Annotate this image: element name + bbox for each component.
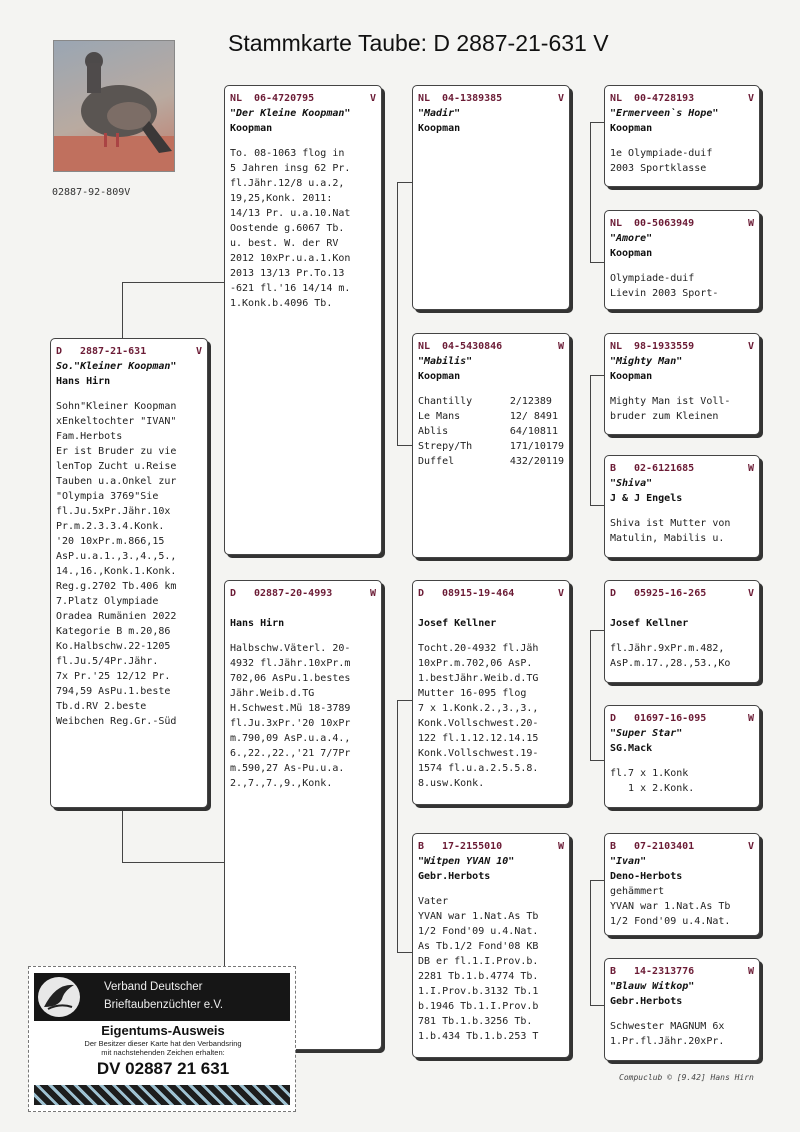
pigeon-info: Halbschw.Väterl. 20- 4932 fl.Jähr.10xPr.m 702,06 AsPu.1.bestes Jähr.Weib.d.TG H.Schwest.Mü 18-3789 fl.Ju.3xPr.'20 10xPr m.790,09 AsP.u.a.4., 6.,22.,22.,'21 7/7Pr m.590,27 As-Pu.u.a. 2.,7.,7.,9.,Konk.	[230, 643, 351, 789]
card-father-mother: NL 04-5430846 W "Mabilis" Koopman Chantilly 2/12389 Le Mans 12/ 8491 Ablis 64/10811 Strepy/Th 171/10179 Duffel 432/20119	[412, 333, 570, 558]
card-mother: D 02887-20-4993 W Hans Hirn Halbschw.Väterl. 20- 4932 fl.Jähr.10xPr.m 702,06 AsPu.1.bestes Jähr.Weib.d.TG H.Schwest.Mü 18-3789 fl.Ju.3xPr.'20 10xPr m.790,09 AsP.u.a.4., 6.,22.,22.,'21 7/7Pr m.590,27 As-Pu.u.a. 2.,7.,7.,9.,Konk.	[224, 580, 382, 1050]
pigeon-name: "Der Kleine Koopman"	[230, 108, 351, 119]
card-mmf: B 07-2103401 V "Ivan" Deno-Herbots gehämmert YVAN war 1.Nat.As Tb 1/2 Fond'09 u.4.Nat.	[604, 833, 760, 936]
org-name-line2: Brieftaubenzüchter e.V.	[104, 999, 224, 1011]
pigeon-owner: Gebr.Herbots	[610, 996, 683, 1007]
decorative-band	[34, 1085, 290, 1105]
id-card-header	[34, 973, 290, 1021]
page-title: Stammkarte Taube: D 2887-21-631 V	[228, 30, 609, 56]
pigeon-name: "Mabilis"	[418, 356, 473, 367]
id-card-subtitle: Der Besitzer dieser Karte hat den Verbandsring mit nachstehenden Zeichen erhalten:	[84, 1039, 242, 1057]
pigeon-name: "Ivan"	[610, 856, 647, 867]
id-card-title: Eigentums-Ausweis	[101, 1023, 225, 1038]
pigeon-name: "Mighty Man"	[610, 356, 683, 367]
pigeon-owner: Deno-Herbots	[610, 871, 683, 882]
id-card-ring-number: DV 02887 21 631	[96, 1059, 230, 1078]
pigeon-owner: Gebr.Herbots	[418, 871, 491, 882]
pigeon-name: "Super Star"	[610, 728, 683, 739]
pigeon-name: So."Kleiner Koopman"	[56, 361, 177, 372]
pigeon-info: Sohn"Kleiner Koopman xEnkeltochter "IVAN" Fam.Herbots Er ist Bruder zu vie lenTop Zucht u.Reise Tauben u.a.Onkel zur "Olympia 3769"Sie fl.Ju.5xPr.Jähr.10x Pr.m.2.3.3.4.Konk. '20 10xPr.m.866,15 AsP.u.a.1.,3.,4.,5., 14.,16.,Konk.1.Konk. Reg.g.2702 Tb.406 km 7.Platz Olympiade Oradea Rumänien 2022 Kategorie B m.20,86 Ko.Halbschw.22-1205 fl.Ju.5/4Pr.Jähr. 7x Pr.'25 12/12 Pr. 794,59 AsPu.1.beste Tb.d.RV 2.beste Weibchen Reg.Gr.-Süd	[56, 401, 177, 727]
org-name-line1: Verband Deutscher	[104, 981, 203, 993]
photo-caption: 02887-92-809V	[52, 187, 131, 198]
pigeon-owner: Hans Hirn	[56, 376, 111, 387]
results-list: Chantilly 2/12389 Le Mans 12/ 8491 Ablis 64/10811 Strepy/Th 171/10179 Duffel 432/20119	[418, 396, 564, 467]
pigeon-info: Tocht.20-4932 fl.Jäh 10xPr.m.702,06 AsP. 1.bestJähr.Weib.d.TG Mutter 16-095 flog 7 x 1.Konk.2.,3.,3., Konk.Vollschwest.20- 122 fl.1.12.12.14.15 Konk.Vollschwest.19- 1574 fl.u.a.2.5.5.8. 8.usw.Konk.	[418, 643, 539, 789]
pigeon-name: "Ermerveen`s Hope"	[610, 108, 719, 119]
card-mff: D 05925-16-265 V Josef Kellner fl.Jähr.9xPr.m.482, AsP.m.17.,28.,53.,Ko	[604, 580, 760, 683]
pigeon-info: 1e Olympiade-duif 2003 Sportklasse	[610, 148, 713, 174]
pigeon-name	[418, 601, 564, 616]
pigeon-owner: J & J Engels	[610, 493, 683, 504]
pigeon-owner: Josef Kellner	[610, 618, 689, 629]
pigeon-info: Mighty Man ist Voll- bruder zum Kleinen	[610, 396, 731, 422]
pigeon-info: Shiva ist Mutter von Matulin, Mabilis u.	[610, 518, 731, 544]
pigeon-owner: Koopman	[230, 123, 273, 134]
pigeon-info: fl.7 x 1.Konk 1 x 2.Konk.	[610, 768, 695, 794]
footer-credit: Compuclub © [9.42] Hans Hirn	[619, 1073, 754, 1082]
pigeon-logo-icon	[38, 977, 80, 1017]
card-fmf: NL 98-1933559 V "Mighty Man" Koopman Mighty Man ist Voll- bruder zum Kleinen	[604, 333, 760, 435]
pigeon-owner: SG.Mack	[610, 743, 653, 754]
pigeon-owner: Koopman	[610, 248, 653, 259]
card-father-father: NL 04-1389385 V "Madir" Koopman	[412, 85, 570, 310]
pigeon-photo	[53, 40, 175, 172]
pigeon-name	[610, 601, 754, 616]
card-main-pigeon: D 2887-21-631 V So."Kleiner Koopman" Hans Hirn Sohn"Kleiner Koopman xEnkeltochter "IVAN" Fam.Herbots Er ist Bruder zu vie lenTop Zucht u.Reise Tauben u.a.Onkel zur "Olympia 3769"Sie fl.Ju.5xPr.Jähr.10x Pr.m.2.3.3.4.Konk. '20 10xPr.m.866,15 AsP.u.a.1.,3.,4.,5., 14.,16.,Konk.1.Konk. Reg.g.2702 Tb.406 km 7.Platz Olympiade Oradea Rumänien 2022 Kategorie B m.20,86 Ko.Halbschw.22-1205 fl.Ju.5/4Pr.Jähr. 7x Pr.'25 12/12 Pr. 794,59 AsPu.1.beste Tb.d.RV 2.beste Weibchen Reg.Gr.-Süd	[50, 338, 208, 808]
pigeon-image-icon	[54, 41, 174, 171]
pigeon-owner: Koopman	[418, 371, 461, 382]
pigeon-info: Schwester MAGNUM 6x 1.Pr.fl.Jähr.20xPr.	[610, 1021, 725, 1047]
pigeon-owner: Hans Hirn	[230, 618, 285, 629]
card-ffm: NL 00-5063949 W "Amore" Koopman Olympiade-duif Lievin 2003 Sport-	[604, 210, 760, 310]
pigeon-name: "Witpen YVAN 10"	[418, 856, 515, 867]
pigeon-name: "Blauw Witkop"	[610, 981, 695, 992]
pigeon-owner: Koopman	[610, 123, 653, 134]
pigeon-owner: Josef Kellner	[418, 618, 497, 629]
card-fff: NL 00-4728193 V "Ermerveen`s Hope" Koopman 1e Olympiade-duif 2003 Sportklasse	[604, 85, 760, 187]
card-mother-mother: B 17-2155010 W "Witpen YVAN 10" Gebr.Herbots Vater YVAN war 1.Nat.As Tb 1/2 Fond'09 u.4.Nat. As Tb.1/2 Fond'08 KB DB er fl.1.I.Prov.b. 2281 Tb.1.b.4774 Tb. 1.I.Prov.b.3132 Tb.1 b.1946 Tb.1.I.Prov.b 781 Tb.1.b.3256 Tb. 1.b.434 Tb.1.b.253 T	[412, 833, 570, 1058]
pigeon-name: "Shiva"	[610, 478, 653, 489]
card-fmm: B 02-6121685 W "Shiva" J & J Engels Shiva ist Mutter von Matulin, Mabilis u.	[604, 455, 760, 558]
pigeon-info: Vater YVAN war 1.Nat.As Tb 1/2 Fond'09 u.4.Nat. As Tb.1/2 Fond'08 KB DB er fl.1.I.Prov.b. 2281 Tb.1.b.4774 Tb. 1.I.Prov.b.3132 Tb.1 b.1946 Tb.1.I.Prov.b 781 Tb.1.b.3256 Tb. 1.b.434 Tb.1.b.253 T	[418, 896, 539, 1042]
pigeon-info: To. 08-1063 flog in 5 Jahren insg 62 Pr. fl.Jähr.12/8 u.a.2, 19,25,Konk. 2011: 14/13 Pr. u.a.10.Nat Oostende g.6067 Tb. u. best. W. der RV 2012 10xPr.u.a.1.Kon 2013 13/13 Pr.To.13 -621 fl.'16 14/14 m. 1.Konk.b.4096 Tb.	[230, 148, 351, 309]
card-mfm: D 01697-16-095 W "Super Star" SG.Mack fl.7 x 1.Konk 1 x 2.Konk.	[604, 705, 760, 808]
pigeon-info: Olympiade-duif Lievin 2003 Sport-	[610, 273, 719, 299]
pigeon-owner: Koopman	[610, 371, 653, 382]
pigeon-info: fl.Jähr.9xPr.m.482, AsP.m.17.,28.,53.,Ko	[610, 643, 731, 669]
pigeon-name: "Amore"	[610, 233, 653, 244]
pigeon-owner: Koopman	[418, 123, 461, 134]
card-mother-father: D 08915-19-464 V Josef Kellner Tocht.20-4932 fl.Jäh 10xPr.m.702,06 AsP. 1.bestJähr.Weib.d.TG Mutter 16-095 flog 7 x 1.Konk.2.,3.,3., Konk.Vollschwest.20- 122 fl.1.12.12.14.15 Konk.Vollschwest.19- 1574 fl.u.a.2.5.5.8. 8.usw.Konk.	[412, 580, 570, 805]
pigeon-name	[230, 601, 376, 616]
card-father: NL 06-4720795 V "Der Kleine Koopman" Koopman To. 08-1063 flog in 5 Jahren insg 62 Pr. fl.Jähr.12/8 u.a.2, 19,25,Konk. 2011: 14/13 Pr. u.a.10.Nat Oostende g.6067 Tb. u. best. W. der RV 2012 10xPr.u.a.1.Kon 2013 13/13 Pr.To.13 -621 fl.'16 14/14 m. 1.Konk.b.4096 Tb.	[224, 85, 382, 555]
pigeon-info: gehämmert YVAN war 1.Nat.As Tb 1/2 Fond'09 u.4.Nat.	[610, 886, 731, 927]
ownership-id-card	[28, 966, 296, 1112]
card-mmm: B 14-2313776 W "Blauw Witkop" Gebr.Herbots Schwester MAGNUM 6x 1.Pr.fl.Jähr.20xPr.	[604, 958, 760, 1061]
pigeon-name: "Madir"	[418, 108, 461, 119]
